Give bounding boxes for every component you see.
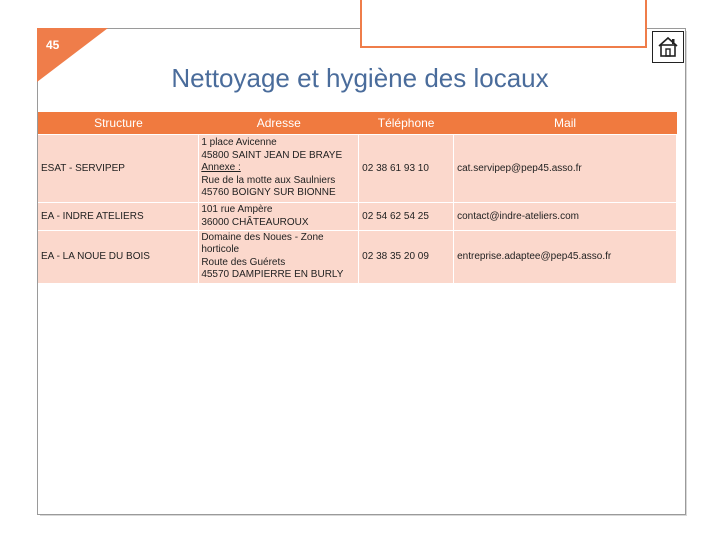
header-phone: Téléphone xyxy=(359,112,454,135)
cell-structure: ESAT - SERVIPEP xyxy=(38,135,199,203)
cell-mail: contact@indre-ateliers.com xyxy=(454,203,677,231)
address-line: 36000 CHÂTEAUROUX xyxy=(201,216,309,228)
home-icon xyxy=(656,35,680,59)
table-row xyxy=(38,231,677,283)
header-address: Adresse xyxy=(199,112,359,135)
address-line: Domaine des Noues - Zone xyxy=(201,231,324,243)
cell-phone: 02 38 61 93 10 xyxy=(359,135,454,203)
address-line: horticole xyxy=(201,244,240,256)
header-mail: Mail xyxy=(454,112,677,135)
header-box xyxy=(360,0,647,48)
address-line: 45800 SAINT JEAN DE BRAYE xyxy=(201,149,343,161)
cell-structure: EA - LA NOUE DU BOIS xyxy=(38,231,199,283)
table-row xyxy=(38,135,677,203)
table-row xyxy=(38,203,677,231)
table-header-row xyxy=(38,112,677,135)
cell-phone: 02 38 35 20 09 xyxy=(359,231,454,283)
structures-table xyxy=(38,112,677,283)
home-button[interactable] xyxy=(652,31,684,63)
cell-address xyxy=(199,231,359,283)
address-line: Annexe : xyxy=(201,162,241,174)
address-line: Route des Guérets xyxy=(201,256,286,268)
address-line: 45570 DAMPIERRE EN BURLY xyxy=(201,269,344,281)
address-line: Rue de la motte aux Saulniers xyxy=(201,174,336,186)
address-line: 1 place Avicenne xyxy=(201,137,277,149)
cell-phone: 02 54 62 54 25 xyxy=(359,203,454,231)
cell-mail: entreprise.adaptee@pep45.asso.fr xyxy=(454,231,677,283)
address-line: 45760 BOIGNY SUR BIONNE xyxy=(201,187,336,199)
cell-mail: cat.servipep@pep45.asso.fr xyxy=(454,135,677,203)
cell-structure: EA - INDRE ATELIERS xyxy=(38,203,199,231)
page-number: 45 xyxy=(46,38,60,52)
cell-address xyxy=(199,135,359,203)
header-structure: Structure xyxy=(38,112,199,135)
cell-address xyxy=(199,203,359,231)
slide-title: Nettoyage et hygiène des locaux xyxy=(171,63,549,93)
address-line: 101 rue Ampère xyxy=(201,204,273,216)
